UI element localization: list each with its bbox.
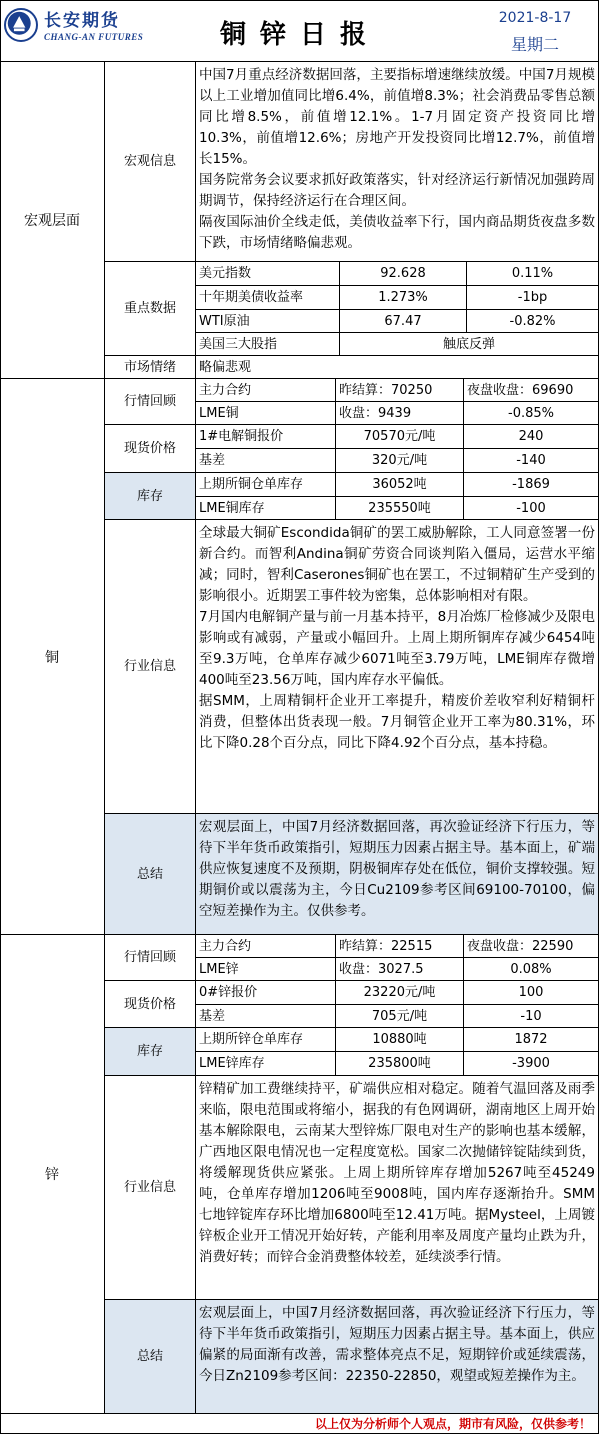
zinc-spot-cell: 23220元/吨	[336, 981, 464, 1005]
macro-info-paragraph: 隔夜国际油价全线走低，美债收益率下行，国内商品期货夜盘多数下跌，市场情绪略偏悲观。	[199, 214, 595, 251]
copper-industry-paragraph: 据SMM，上周精铜杆企业开工率提升，精废价差收窄利好精铜杆消费，但整体出货表现一般。7月铜管企业开工率为80.31%，环比下降0.28个百分点，同比下降4.92个百分点，基本持稳。	[199, 693, 595, 751]
section-zinc-label: 锌	[0, 935, 105, 1414]
zinc-spot-cell: 100	[464, 981, 599, 1005]
copper-stock-cell: LME铜库存	[196, 497, 336, 520]
copper-market-cell: 夜盘收盘：69690	[464, 379, 599, 402]
copper-industry-paragraph: 7月国内电解铜产量与前一月基本持平，8月冶炼厂检修减少及限电影响或有减弱，产量或小幅回升。上周上期所铜库存减少6454吨至9.3万吨，仓单库存减少6071吨至3.79万吨，LME铜库存微增400吨至23.56万吨，国内库存水平偏低。	[199, 609, 595, 688]
copper-market-cell: 收盘：9439	[336, 402, 464, 425]
copper-spot-cell: 1#电解铜报价	[196, 425, 336, 449]
copper-market-cell: -0.85%	[464, 402, 599, 425]
zinc-stock-cell: 上期所锌仓单库存	[196, 1028, 336, 1052]
copper-summary-text	[196, 814, 599, 935]
zinc-stock-label: 库存	[105, 1028, 196, 1076]
page-title: 铜锌日报	[219, 20, 380, 50]
report-date: 2021-8-17	[498, 10, 572, 26]
key-data-change: -1bp	[467, 286, 599, 310]
company-logo-icon	[4, 8, 38, 42]
key-data-value: 1.273%	[340, 286, 467, 310]
zinc-stock-cell: LME锌库存	[196, 1052, 336, 1076]
report-weekday: 星期二	[510, 35, 559, 54]
stock-index-name: 美国三大股指	[196, 333, 340, 356]
copper-industry-text	[196, 520, 599, 814]
key-data-change: 0.11%	[467, 262, 599, 286]
key-data-label: 重点数据	[105, 262, 196, 356]
key-data-name: 十年期美债收益率	[196, 286, 340, 310]
copper-market-label: 行情回顾	[105, 379, 196, 425]
macro-info-paragraph: 国务院常务会议要求抓好政策落实，针对经济运行新情况加强跨周期调节，保持经济运行在合理区间。	[199, 172, 595, 209]
macro-info-paragraph: 中国7月重点经济数据回落，主要指标增速继续放缓。中国7月规模以上工业增加值同比增6.4%，前值增8.3%；社会消费品零售总额同比增8.5%，前值增12.1%。1-7月固定资产投资同比增10.3%，前值增12.6%；房地产开发投资同比增12.7%，前值增长15%。	[199, 67, 595, 167]
copper-industry-paragraph: 全球最大铜矿Escondida铜矿的罢工威胁解除，工人同意签署一份新合约。而智利Andina铜矿劳资合同谈判陷入僵局，运营水平缩减；同时，智利Caserones铜矿也在罢工，不过铜精矿生产受到的影响很小。近期罢工事件较为密集，总体影响相对有限。	[199, 525, 595, 604]
zinc-spot-cell: 705元/吨	[336, 1005, 464, 1028]
zinc-spot-label: 现货价格	[105, 981, 196, 1028]
copper-market-cell: 昨结算：70250	[336, 379, 464, 402]
risk-disclaimer: 以上仅为分析师个人观点，期市有风险，仅供参考！	[314, 1417, 591, 1431]
company-name-cn: 长安期货	[44, 11, 120, 31]
copper-spot-cell: -140	[464, 449, 599, 473]
key-data-name: 美元指数	[196, 262, 340, 286]
copper-market-cell: 主力合约	[196, 379, 336, 402]
copper-stock-cell: -100	[464, 497, 599, 520]
copper-industry-label: 行业信息	[105, 520, 196, 814]
zinc-market-cell: 收盘：3027.5	[336, 958, 464, 981]
zinc-industry-text	[196, 1076, 599, 1300]
macro-info-text	[196, 62, 599, 262]
company-name-en: CHANG-AN FUTURES	[44, 32, 144, 42]
copper-spot-cell: 240	[464, 425, 599, 449]
zinc-market-cell: 0.08%	[464, 958, 599, 981]
zinc-market-cell: LME锌	[196, 958, 336, 981]
zinc-industry-paragraph: 锌精矿加工费继续持平，矿端供应相对稳定。随着气温回落及雨季来临，限电范围或将缩小，据我的有色网调研，湖南地区上周开始基本解除限电，云南某大型锌炼厂限电对生产的影响也基本缓解，广西地区限电情况也一定程度宽松。国家二次抛储锌锭陆续到货，将缓解现货供应紧张。上周上期所锌库存增加5267吨至45249吨，仓单库存增加1206吨至9008吨，国内库存逐渐抬升。SMM七地锌锭库存环比增加6800吨至12.41万吨。据Mysteel，上周镀锌板企业开工情况开始好转，产能利用率及周度产量均止跌为升，消费好转；而锌合金消费整体较差，延续淡季行情。	[199, 1081, 595, 1265]
market-sentiment-label: 市场情绪	[105, 356, 196, 379]
copper-market-cell: LME铜	[196, 402, 336, 425]
key-data-change: -0.82%	[467, 310, 599, 333]
copper-spot-cell: 基差	[196, 449, 336, 473]
copper-spot-label: 现货价格	[105, 425, 196, 473]
zinc-stock-cell: 10880吨	[336, 1028, 464, 1052]
copper-stock-cell: 36052吨	[336, 473, 464, 497]
section-macro-label: 宏观层面	[0, 62, 105, 379]
market-sentiment-value: 略偏悲观	[196, 356, 599, 379]
zinc-stock-cell: -3900	[464, 1052, 599, 1076]
zinc-summary-label: 总结	[105, 1300, 196, 1414]
macro-info-label: 宏观信息	[105, 62, 196, 262]
zinc-summary-text	[196, 1300, 599, 1414]
key-data-value: 67.47	[340, 310, 467, 333]
zinc-market-cell: 夜盘收盘：22590	[464, 935, 599, 958]
zinc-spot-cell: -10	[464, 1005, 599, 1028]
copper-summary-paragraph: 宏观层面上，中国7月经济数据回落，再次验证经济下行压力，等待下半年货币政策指引，短期压力因素占据主导。基本面上，矿端供应恢复速度不及预期，阴极铜库存处在低位，铜价支撑较强。短期铜价或以震荡为主，今日Cu2109参考区间69100-70100，偏空短差操作为主。仅供参考。	[199, 819, 595, 919]
zinc-market-cell: 昨结算：22515	[336, 935, 464, 958]
stock-index-value: 触底反弹	[340, 333, 599, 356]
zinc-spot-cell: 基差	[196, 1005, 336, 1028]
copper-stock-label: 库存	[105, 473, 196, 520]
report-header	[0, 0, 599, 62]
copper-stock-cell: 上期所铜仓单库存	[196, 473, 336, 497]
zinc-market-cell: 主力合约	[196, 935, 336, 958]
section-copper-label: 铜	[0, 379, 105, 935]
zinc-spot-cell: 0#锌报价	[196, 981, 336, 1005]
copper-spot-cell: 320元/吨	[336, 449, 464, 473]
zinc-market-label: 行情回顾	[105, 935, 196, 981]
copper-spot-cell: 70570元/吨	[336, 425, 464, 449]
key-data-value: 92.628	[340, 262, 467, 286]
copper-stock-cell: 235550吨	[336, 497, 464, 520]
zinc-industry-label: 行业信息	[105, 1076, 196, 1300]
zinc-stock-cell: 235800吨	[336, 1052, 464, 1076]
key-data-name: WTI原油	[196, 310, 340, 333]
zinc-summary-paragraph: 宏观层面上，中国7月经济数据回落，再次验证经济下行压力，等待下半年货币政策指引，短期压力因素占据主导。基本面上，供应偏紧的局面渐有改善，需求整体亮点不足，短期锌价或延续震荡，今日Zn2109参考区间：22350-22850，观望或短差操作为主。	[199, 1305, 595, 1384]
copper-stock-cell: -1869	[464, 473, 599, 497]
zinc-stock-cell: 1872	[464, 1028, 599, 1052]
copper-summary-label: 总结	[105, 814, 196, 935]
